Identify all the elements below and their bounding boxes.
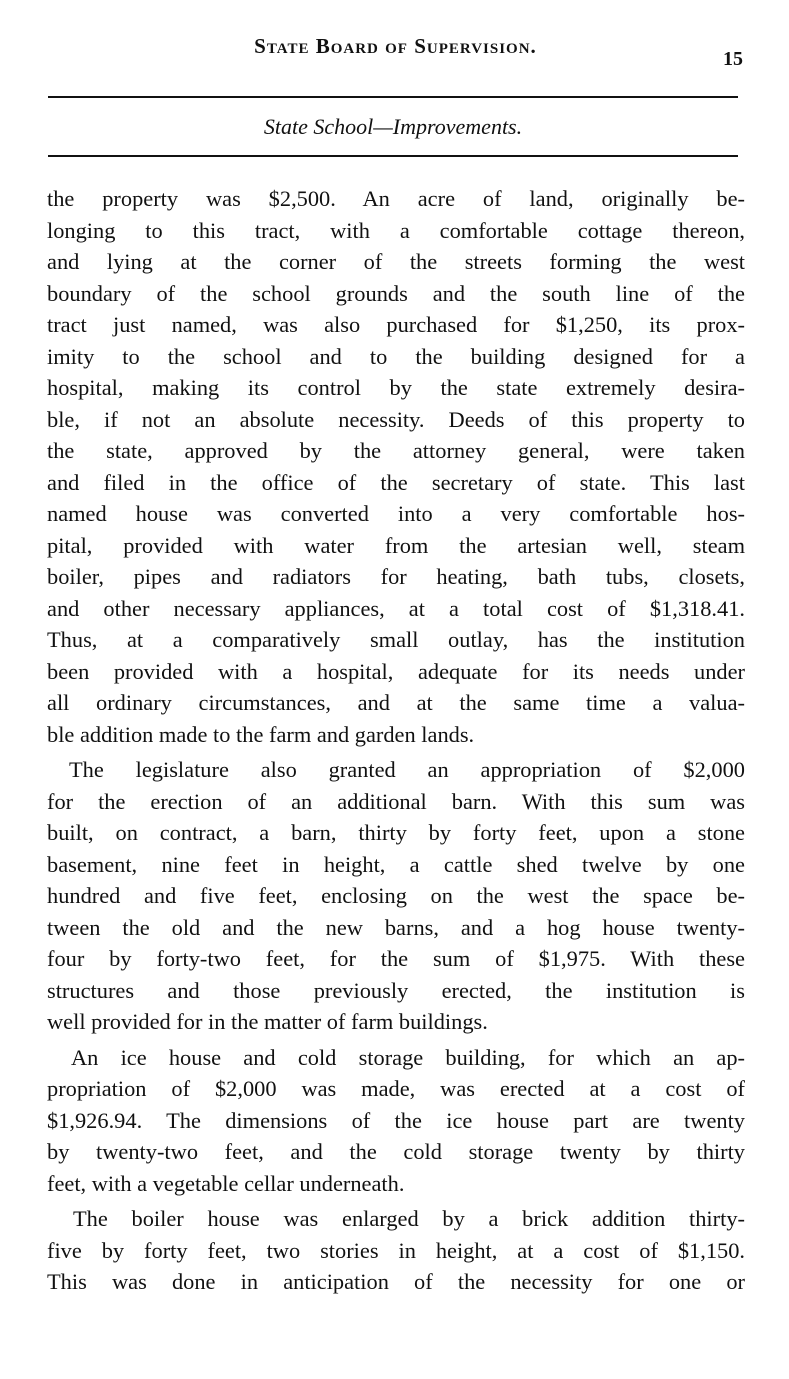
text-line: well provided for in the matter of farm buildings.	[47, 1009, 488, 1034]
text-line: The legislature also granted an appropriation of $2,000	[69, 757, 745, 782]
text-line: propriation of $2,000 was made, was erected at a cost of	[47, 1076, 745, 1101]
text-line: ble, if not an absolute necessity. Deeds of this property to	[47, 406, 745, 432]
text-line: and other necessary appliances, at a total cost of $1,318.41.	[47, 595, 745, 621]
text-line: imity to the school and to the building designed for a	[47, 343, 745, 369]
text-line: The boiler house was enlarged by a brick addition thirty-	[73, 1206, 745, 1231]
text-line: and lying at the corner of the streets forming the west	[47, 249, 745, 274]
bottom-rule	[48, 155, 738, 157]
text-line: boundary of the school grounds and the south line of the	[47, 280, 745, 306]
running-title: State Board of Supervision.	[254, 34, 537, 58]
text-line: hospital, making its control by the state extremely desira-	[47, 375, 745, 400]
text-line: This was done in anticipation of the necessity for one or	[47, 1269, 745, 1294]
text-line: hundred and five feet, enclosing on the west the space be-	[47, 883, 745, 908]
text-line: the state, approved by the attorney general, were taken	[47, 438, 745, 463]
text-line: pital, provided with water from the artesian well, steam	[47, 532, 745, 558]
text-line: Thus, at a comparatively small outlay, has the institution	[47, 627, 745, 652]
paragraph-2	[47, 754, 745, 1038]
paragraph-1	[47, 183, 745, 750]
text-line: ble addition made to the farm and garden lands.	[47, 721, 475, 747]
page-number: 15	[723, 48, 743, 70]
text-line: built, on contract, a barn, thirty by forty feet, upon a stone	[47, 820, 745, 845]
text-line: An ice house and cold storage building, for which an ap-	[71, 1044, 745, 1070]
text-line: by twenty-two feet, and the cold storage twenty by thirty	[47, 1139, 745, 1164]
paragraph-3	[47, 1042, 745, 1200]
text-line: boiler, pipes and radiators for heating, bath tubs, closets,	[47, 564, 745, 589]
paragraph-4	[47, 1203, 745, 1298]
section-title: State School—Improvements.	[263, 114, 523, 139]
text-line: feet, with a vegetable cellar underneath.	[47, 1170, 405, 1196]
text-line: longing to this tract, with a comfortable cottage thereon,	[47, 217, 745, 243]
text-line: for the erection of an additional barn. With this sum was	[47, 788, 745, 814]
text-line: five by forty feet, two stories in height, at a cost of $1,150.	[47, 1237, 745, 1263]
running-head	[48, 34, 743, 70]
text-line: been provided with a hospital, adequate for its needs under	[47, 658, 745, 684]
text-line: four by forty-two feet, for the sum of $1,975. With these	[47, 946, 745, 971]
text-line: structures and those previously erected, the institution is	[47, 977, 745, 1003]
text-line: tween the old and the new barns, and a hog house twenty-	[47, 914, 745, 940]
text-line: basement, nine feet in height, a cattle shed twelve by one	[47, 851, 745, 877]
text-line: and filed in the office of the secretary of state. This last	[47, 469, 745, 495]
text-line: all ordinary circumstances, and at the same time a valua-	[47, 690, 745, 715]
text-line: the property was $2,500. An acre of land, originally be-	[47, 186, 745, 211]
text-line: named house was converted into a very comfortable hos-	[47, 501, 745, 526]
text-line: tract just named, was also purchased for $1,250, its prox-	[47, 312, 745, 337]
text-line: $1,926.94. The dimensions of the ice house part are twenty	[47, 1107, 745, 1133]
top-rule	[48, 96, 738, 98]
body-text	[47, 183, 745, 1298]
